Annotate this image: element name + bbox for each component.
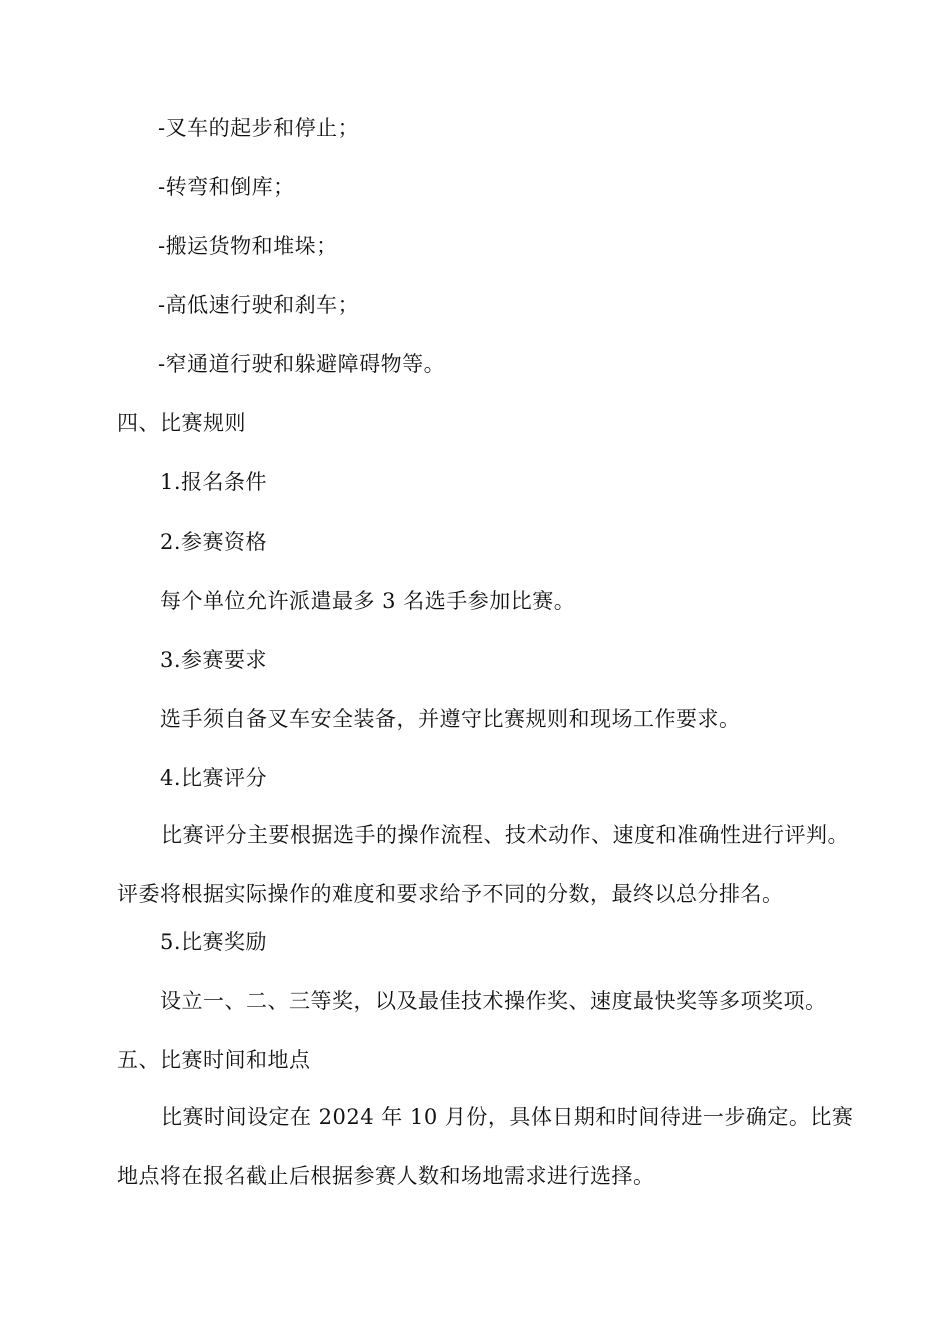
subheading-scoring: 4.比赛评分 <box>160 766 268 790</box>
subheading-awards: 5.比赛奖励 <box>160 930 268 954</box>
list-item-carry-stack: -搬运货物和堆垛； <box>158 234 338 258</box>
subheading-eligibility: 2.参赛资格 <box>160 530 268 554</box>
paragraph-time-place: 比赛时间设定在 2024 年 10 月份，具体日期和时间待进一步确定。比赛地点将在报名截止后根据参赛人数和场地需求进行选择。 <box>117 1105 854 1188</box>
paragraph-eligibility: 每个单位允许派遣最多 3 名选手参加比赛。 <box>160 589 576 613</box>
list-item-start-stop: -叉车的起步和停止； <box>158 116 360 140</box>
section-heading-time-place: 五、比赛时间和地点 <box>117 1048 311 1072</box>
paragraph-scoring: 比赛评分主要根据选手的操作流程、技术动作、速度和准确性进行评判。评委将根据实际操作的难度和要求给予不同的分数，最终以总分排名。 <box>117 823 849 906</box>
paragraph-awards: 设立一、二、三等奖，以及最佳技术操作奖、速度最快奖等多项奖项。 <box>160 989 827 1013</box>
section-heading-rules: 四、比赛规则 <box>117 411 246 435</box>
subheading-registration: 1.报名条件 <box>160 470 268 494</box>
list-item-narrow-aisle: -窄通道行驶和躲避障碍物等。 <box>158 352 446 376</box>
paragraph-requirements: 选手须自备叉车安全装备，并遵守比赛规则和现场工作要求。 <box>160 707 741 731</box>
list-item-speed-brake: -高低速行驶和刹车； <box>158 293 360 317</box>
subheading-requirements: 3.参赛要求 <box>160 648 268 672</box>
list-item-turn-reverse: -转弯和倒库； <box>158 175 295 199</box>
